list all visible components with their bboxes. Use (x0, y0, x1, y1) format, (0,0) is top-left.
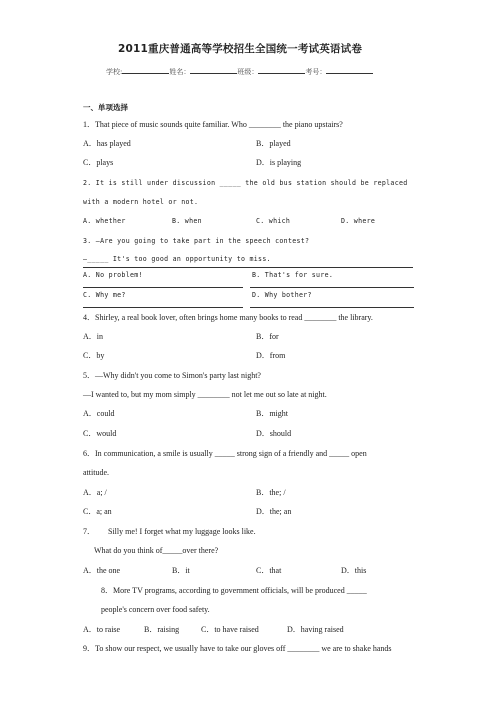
q3-rule-bottom-left (83, 307, 243, 308)
q1-option-b[interactable]: B．played (256, 139, 291, 148)
q8-option-c[interactable]: C．to have raised (201, 625, 259, 634)
question-4-stem: 4．Shirley, a real book lover, often brings home many books to read ________ the library. (83, 313, 373, 322)
q3-rule-mid-left (83, 287, 243, 288)
class-label: 班级： (237, 68, 259, 76)
q3-rule-top (83, 267, 413, 268)
name-label: 姓名： (169, 68, 191, 76)
q6-option-c[interactable]: C．a; an (83, 507, 112, 516)
q4-option-a[interactable]: A．in (83, 332, 103, 341)
q8-option-d[interactable]: D．having raised (287, 625, 344, 634)
page-title: 2011重庆普通高等学校招生全国统一考试英语试卷 (118, 43, 363, 55)
q2-option-a[interactable]: A. whether (83, 217, 126, 225)
q5-option-c[interactable]: C．would (83, 429, 117, 438)
q3-option-c[interactable]: C. Why me? (83, 291, 126, 299)
q8-option-b[interactable]: B．raising (144, 625, 180, 634)
q3-rule-mid-right (250, 287, 414, 288)
question-7-stem-line2: What do you think of_____over there? (94, 546, 219, 555)
q7-option-d[interactable]: D．this (341, 566, 367, 575)
question-6-stem-line2: attitude. (83, 468, 109, 477)
q6-option-b[interactable]: B．the; / (256, 488, 286, 497)
question-8-stem-line1: 8．More TV programs, according to government officials, will be produced _____ (101, 586, 367, 595)
name-field[interactable] (190, 66, 237, 74)
q4-option-d[interactable]: D．from (256, 351, 286, 360)
question-3-stem-line2: —_____ It's too good an opportunity to miss. (83, 255, 271, 263)
q2-option-d[interactable]: D. where (341, 217, 376, 225)
q1-option-c[interactable]: C．plays (83, 158, 114, 167)
q8-option-a[interactable]: A．to raise (83, 625, 121, 634)
q4-option-c[interactable]: C．by (83, 351, 105, 360)
school-label: 学校: (106, 68, 123, 76)
question-5-stem-line1: 5．—Why didn't you come to Simon's party last night? (83, 371, 261, 380)
question-3-stem-line1: 3. —Are you going to take part in the speech contest? (83, 237, 310, 245)
q3-option-b[interactable]: B. That's for sure. (252, 271, 334, 279)
section-heading: 一、单项选择 (83, 103, 128, 112)
q3-option-d[interactable]: D. Why bother? (252, 291, 312, 299)
student-info-row (106, 66, 373, 76)
question-5-stem-line2: —I wanted to, but my mom simply ________ not let me out so late at night. (83, 390, 327, 399)
q6-option-a[interactable]: A．a; / (83, 488, 107, 497)
question-2-stem-line1: 2. It is still under discussion _____ the old bus station should be replaced (83, 179, 408, 187)
question-8-stem-line2: people's concern over food safety. (101, 605, 210, 614)
q2-option-c[interactable]: C. which (256, 217, 291, 225)
q2-option-b[interactable]: B. when (172, 217, 202, 225)
class-field[interactable] (258, 66, 305, 74)
question-1-stem: 1．That piece of music sounds quite familiar. Who ________ the piano upstairs? (83, 120, 343, 129)
q3-rule-bottom-right (250, 307, 414, 308)
q6-option-d[interactable]: D．the; an (256, 507, 292, 516)
q7-option-c[interactable]: C．that (256, 566, 282, 575)
q7-option-b[interactable]: B．it (172, 566, 190, 575)
q5-option-d[interactable]: D．should (256, 429, 292, 438)
q3-option-a[interactable]: A. No problem! (83, 271, 143, 279)
question-7-stem-line1: Silly me! I forget what my luggage looks like. (108, 527, 256, 536)
exam-no-label: 考号： (305, 68, 327, 76)
question-7-number: 7． (83, 527, 95, 536)
school-field[interactable] (122, 66, 169, 74)
question-9-stem: 9．To show our respect, we usually have to take our gloves off ________ we are to shake hands (83, 644, 392, 653)
q5-option-b[interactable]: B．might (256, 409, 289, 418)
q1-option-a[interactable]: A．has played (83, 139, 131, 148)
exam-no-field[interactable] (326, 66, 373, 74)
q5-option-a[interactable]: A．could (83, 409, 115, 418)
q7-option-a[interactable]: A．the one (83, 566, 121, 575)
q4-option-b[interactable]: B．for (256, 332, 279, 341)
question-6-stem-line1: 6．In communication, a smile is usually _____ strong sign of a friendly and _____ open (83, 449, 367, 458)
question-2-stem-line2: with a modern hotel or not. (83, 198, 199, 206)
q1-option-d[interactable]: D．is playing (256, 158, 302, 167)
